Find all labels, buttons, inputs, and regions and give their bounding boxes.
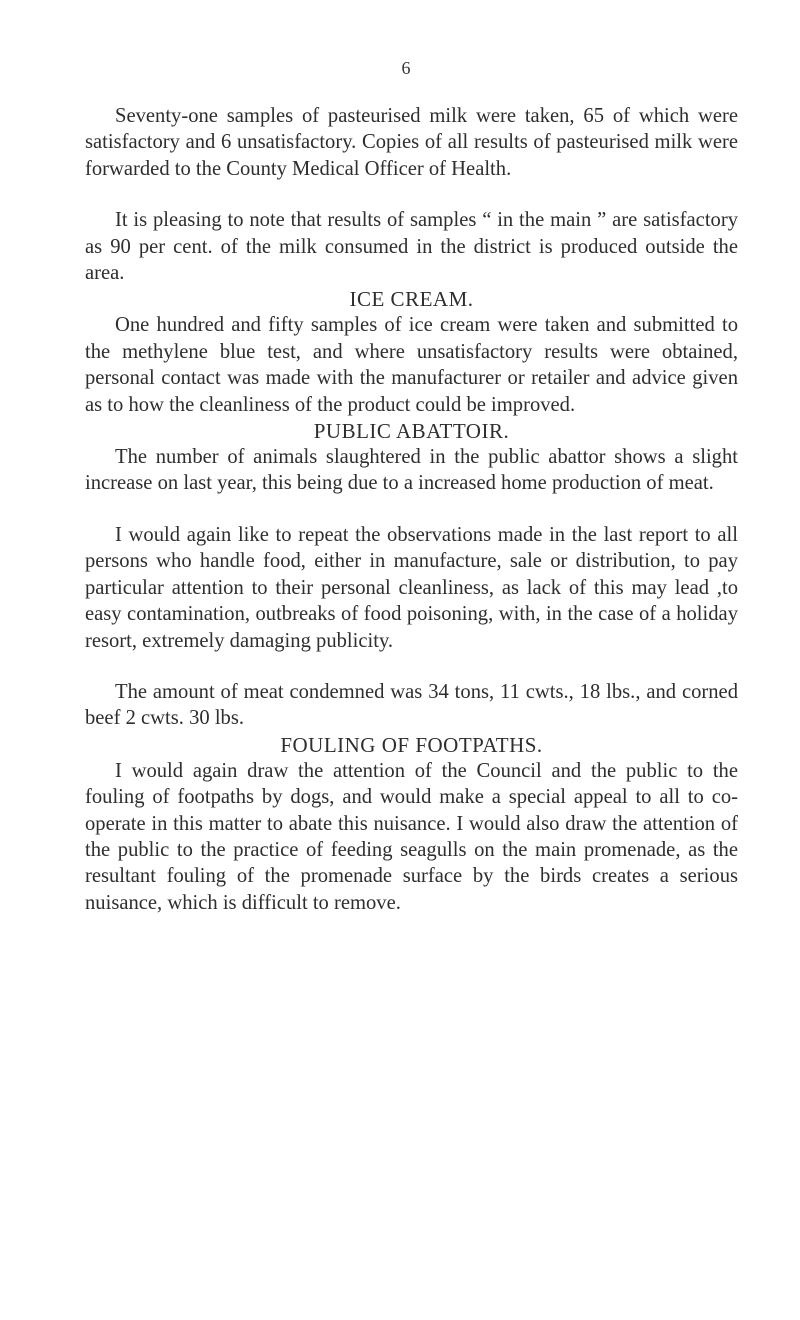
paragraph-fouling-footpaths: I would again draw the attention of the Council and the public to the fouling of footpaths by dogs, and would make a special appeal to all to co-operate in this matter to abate this nuisance. I would also draw the attention of the public to the practice of feeding seagulls on the main promenade, as the resultant fouling of the promenade surface by the birds creates a serious nuisance, which is difficult to remove. [85,759,738,914]
paragraph-abattoir-slaughter: The number of animals slaughtered in the public abattor shows a slight increase on last year, this being due to a increased home production of meat. [85,446,738,495]
page-content [85,103,738,916]
paragraph-abattoir-condemned: The amount of meat condemned was 34 tons, 11 cwts., 18 lbs., and corned beef 2 cwts. 30 lbs. [85,680,738,730]
paragraph-pasteurised-milk: Seventy-one samples of pasteurised milk were taken, 65 of which were satisfactory and 6 unsatisfactory. Copies of all results of pasteurised milk were forwarded to the County Medical Officer of Health. [85,105,738,180]
paragraph-ice-cream: One hundred and fifty samples of ice cream were taken and submitted to the methylene blue test, and where unsatisfactory results were obtained, personal contact was made with the manufacturer or retailer and advice given as to how the cleanliness of the product could be improved. [85,314,738,416]
paragraph-samples-main: It is pleasing to note that results of samples “ in the main ” are satisfactory as 90 per cent. of the milk consumed in the district is produced outside the area. [85,209,738,285]
heading-ice-cream: ICE CREAM. [349,287,474,312]
page-number: 6 [401,58,411,78]
paragraph-abattoir-cleanliness: I would again like to repeat the observations made in the last report to all persons who handle food, either in manufacture, sale or distribution, to pay particular attention to their personal cleanliness, as lack of this may lead ,to easy contamination, outbreaks of food poisoning, with, in the case of a holiday resort, extremely damaging publicity. [85,523,738,652]
heading-fouling-footpaths: FOULING OF FOOTPATHS. [280,732,543,757]
heading-public-abattoir: PUBLIC ABATTOIR. [313,419,510,444]
